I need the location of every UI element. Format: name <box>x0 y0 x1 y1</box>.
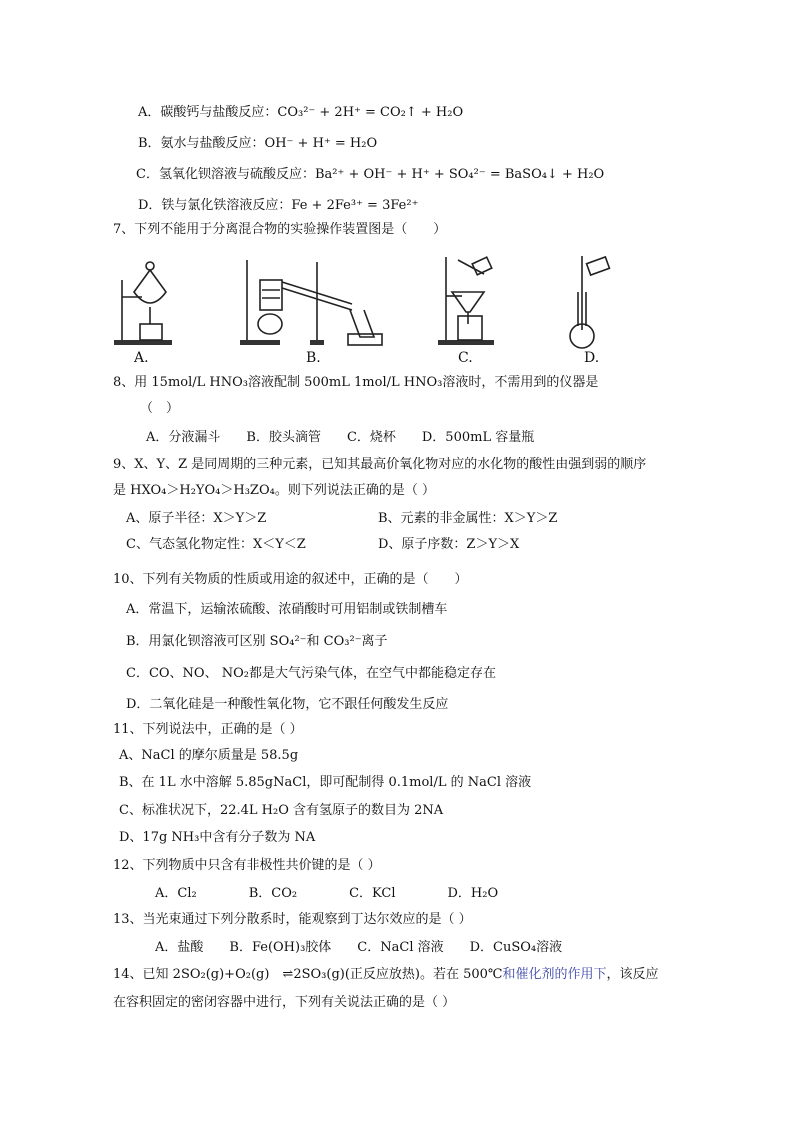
q9-option-a: A、原子半径：X＞Y＞Z <box>126 511 267 526</box>
q9-option-b: B、元素的非金属性：X＞Y＞Z <box>378 511 558 526</box>
apparatus-label-c: C. <box>458 350 473 366</box>
apparatus-label-d: D. <box>584 350 600 366</box>
q11-option-d: D、17g NH₃中含有分子数为 NA <box>119 830 316 845</box>
q14-equation-left: 14、已知 2SO₂(g)+O₂(g) <box>113 967 283 982</box>
distillation-apparatus <box>240 260 382 345</box>
q10-option-b: B．用氯化钡溶液可区别 SO₄²⁻和 CO₃²⁻离子 <box>126 634 388 649</box>
apparatus-figure <box>112 252 648 368</box>
q8-answer-paren: （ ） <box>140 401 180 416</box>
q11-stem: 11、下列说法中，正确的是（ ） <box>113 722 303 737</box>
apparatus-drawings <box>112 252 648 352</box>
q9-option-d: D、原子序数：Z＞Y＞X <box>378 537 520 552</box>
q9-option-c: C、气态氢化物定性：X＜Y＜Z <box>126 537 306 552</box>
q11-option-b: B、在 1L 水中溶解 5.85gNaCl，即可配制得 0.1mol/L 的 NaCl 溶液 <box>119 775 532 790</box>
q6-option-a: A．碳酸钙与盐酸反应：CO₃²⁻ + 2H⁺ = CO₂↑ + H₂O <box>138 105 464 120</box>
q6-option-d: D．铁与氯化铁溶液反应：Fe + 2Fe³⁺ = 3Fe²⁺ <box>138 198 419 213</box>
q14-stem-line1 <box>113 966 659 984</box>
q9-stem-line1: 9、X、Y、Z 是同周期的三种元素，已知其最高价氧化物对应的水化物的酸性由强到弱的顺序 <box>113 457 647 472</box>
q10-option-d: D．二氧化硅是一种酸性氧化物，它不跟任何酸发生反应 <box>126 697 449 712</box>
q8-options: A．分液漏斗 B．胶头滴管 C．烧杯 D．500mL 容量瓶 <box>146 430 535 445</box>
apparatus-label-b: B. <box>306 350 321 366</box>
q14-stem-line2: 在容积固定的密闭容器中进行，下列有关说法正确的是（ ） <box>113 995 456 1010</box>
q6-option-b: B．氨水与盐酸反应：OH⁻ + H⁺ = H₂O <box>138 136 378 151</box>
equilibrium-arrow-icon: ⇌ <box>282 967 294 982</box>
q10-option-a: A．常温下，运输浓硫酸、浓硝酸时可用铝制或铁制槽车 <box>126 602 448 617</box>
filtration-apparatus <box>438 257 494 345</box>
q8-stem: 8、用 15mol/L HNO₃溶液配制 500mL 1mol/L HNO₃溶液时，不需用到的仪器是 <box>113 375 599 390</box>
q11-option-a: A、NaCl 的摩尔质量是 58.5g <box>119 748 299 763</box>
q14-catalyst-phrase: 和催化剂的作用下 <box>502 967 607 982</box>
q7-stem: 7、下列不能用于分离混合物的实验操作装置图是（ ） <box>113 222 447 237</box>
volumetric-flask-apparatus <box>570 256 609 348</box>
q13-stem: 13、当光束通过下列分散系时，能观察到丁达尔效应的是（ ） <box>113 912 472 927</box>
q12-stem: 12、下列物质中只含有非极性共价键的是（ ） <box>113 858 381 873</box>
q14-stem-tail: ，该反应 <box>606 967 659 982</box>
q14-equation-right: 2SO₃(g)(正反应放热)。若在 500℃ <box>293 967 503 982</box>
apparatus-label-a: A. <box>134 350 149 366</box>
q6-option-c: C．氢氧化钡溶液与硫酸反应：Ba²⁺ + OH⁻ + H⁺ + SO₄²⁻ = BaSO₄↓ + H₂O <box>136 167 605 182</box>
q13-options: A．盐酸 B．Fe(OH)₃胶体 C．NaCl 溶液 D．CuSO₄溶液 <box>155 940 563 955</box>
separatory-funnel-apparatus <box>114 262 172 345</box>
q10-stem: 10、下列有关物质的性质或用途的叙述中，正确的是（ ） <box>113 572 468 587</box>
q12-options: A．Cl₂ B．CO₂ C．KCl D．H₂O <box>155 886 499 901</box>
q10-option-c: C．CO、NO、 NO₂都是大气污染气体，在空气中都能稳定存在 <box>126 666 496 681</box>
q9-stem-line2: 是 HXO₄＞H₂YO₄＞H₃ZO₄。则下列说法正确的是（ ） <box>113 483 435 498</box>
q11-option-c: C、标准状况下，22.4L H₂O 含有氢原子的数目为 2NA <box>119 803 444 818</box>
